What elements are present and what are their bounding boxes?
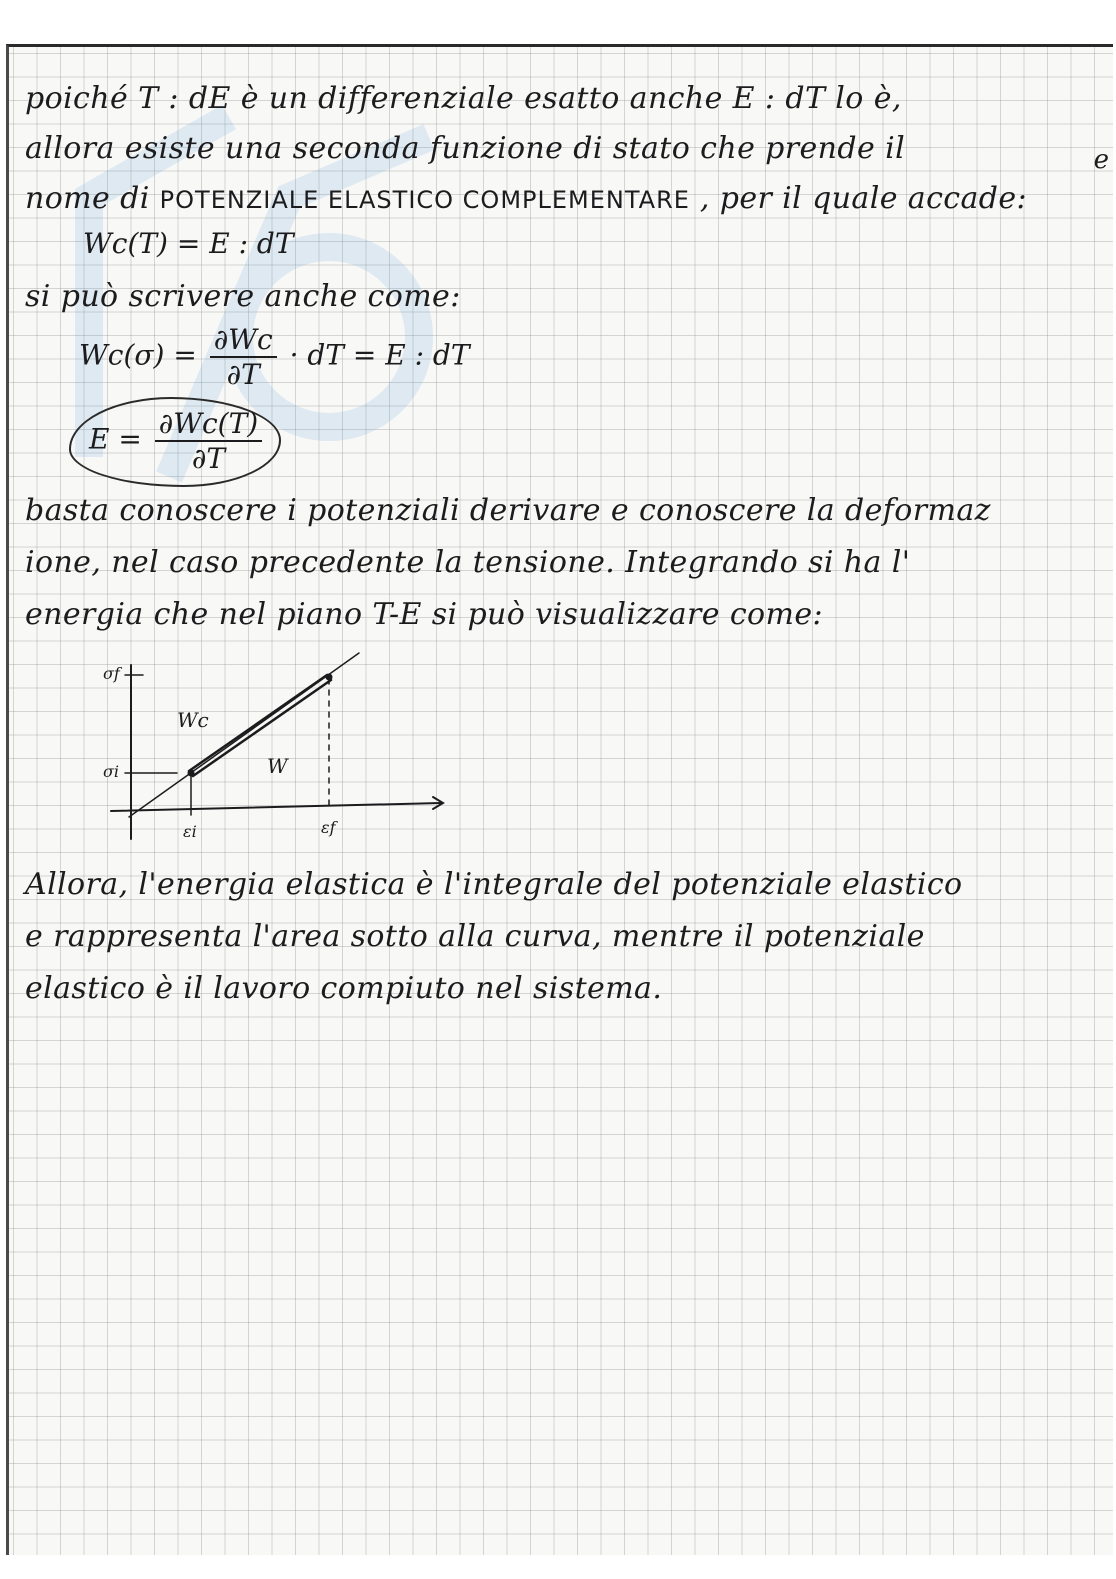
label-wc-region: Wc [177,708,209,732]
text-line-6: ione, nel caso precedente la tensione. Integrando si ha l' [25,545,911,580]
formula-2-denominator: ∂T [226,358,260,391]
text-line-10: elastico è il lavoro compiuto nel sistema. [25,971,663,1006]
stress-strain-sketch [97,647,457,847]
formula-3-numerator: ∂Wc(T) [155,407,262,442]
loading-path-a [189,675,327,771]
margin-note: e [1093,145,1109,175]
label-epsilon-i: εi [183,822,197,841]
loading-path-b [193,680,331,776]
text-line-7: energia che nel piano T-E si può visualizzare come: [25,597,824,632]
label-epsilon-f: εf [321,818,336,837]
formula-strain [89,407,266,475]
text-line-2: allora esiste una seconda funzione di stato che prende il [25,131,906,166]
text-line-4: si può scrivere anche come: [25,279,461,314]
text-line-5: basta conoscere i potenziali derivare e conoscere la deformaz [25,493,991,528]
formula-complementary-potential: Wc(T) = E : dT [83,227,294,260]
formula-3-denominator: ∂T [191,442,226,475]
formula-2-numerator: ∂Wc [210,323,277,358]
text-line-3-start: nome di [25,181,150,216]
text-line-3 [25,181,1027,218]
potential-term: POTENZIALE ELASTICO COMPLEMENTARE [159,186,690,214]
text-line-9: e rappresenta l'area sotto alla curva, mentre il potenziale [25,919,925,954]
formula-2-fraction [210,323,277,391]
formula-3-left: E = [89,422,142,456]
formula-3-fraction [155,407,262,475]
point-f [326,674,332,680]
label-sigma-i: σi [103,762,120,781]
text-line-3-end: , per il quale accade: [699,181,1028,216]
label-w-region: W [267,754,288,778]
x-axis [111,803,441,811]
label-sigma-f: σf [103,664,120,683]
formula-derivative [79,323,470,391]
point-i [188,770,194,776]
formula-2-left: Wc(σ) = [79,338,197,372]
text-line-8: Allora, l'energia elastica è l'integrale del potenziale elastico [25,867,963,902]
notebook-page [6,44,1113,1555]
formula-2-right: · dT = E : dT [289,338,470,372]
text-line-1: poiché T : dE è un differenziale esatto anche E : dT lo è, [25,81,902,116]
